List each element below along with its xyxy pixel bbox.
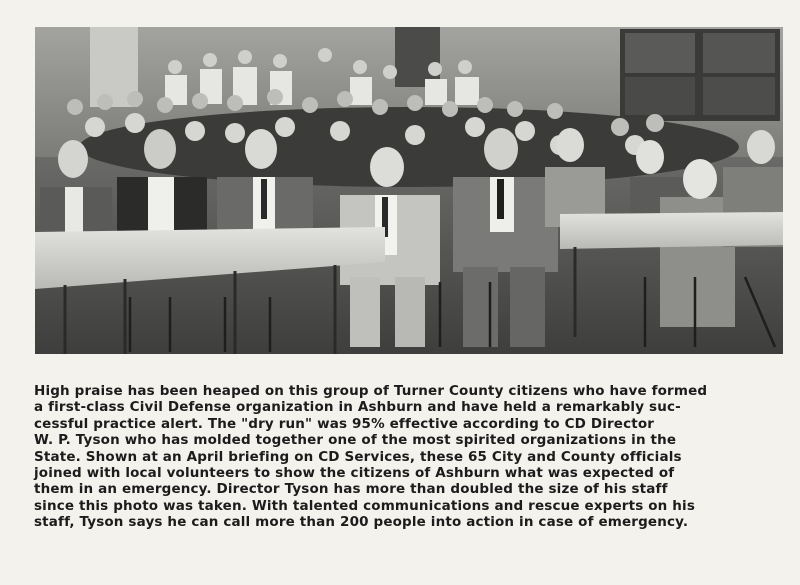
caption-line: W. P. Tyson who has molded together one of the most spirited organizations in the <box>34 432 677 449</box>
photo-caption <box>34 383 794 531</box>
caption-line: joined with local volunteers to show the citizens of Ashburn what was expected of <box>34 465 675 482</box>
caption-line: them in an emergency. Director Tyson has more than doubled the size of his staff <box>34 481 668 498</box>
caption-line: since this photo was taken. With talented communications and rescue experts on his <box>34 497 696 514</box>
caption-line: High praise has been heaped on this group of Turner County citizens who have formed <box>34 383 708 399</box>
group-photograph <box>35 27 783 354</box>
caption-line: cessful practice alert. The "dry run" was 95% effective according to CD Director <box>34 415 655 432</box>
photo-illustration <box>35 27 783 354</box>
caption-line: staff, Tyson says he can call more than 200 people into action in case of emergency. <box>34 514 689 531</box>
caption-line: State. Shown at an April briefing on CD Services, these 65 City and County officials <box>34 448 682 465</box>
caption-line: a first-class Civil Defense organization in Ashburn and have held a remarkably suc- <box>34 399 681 416</box>
